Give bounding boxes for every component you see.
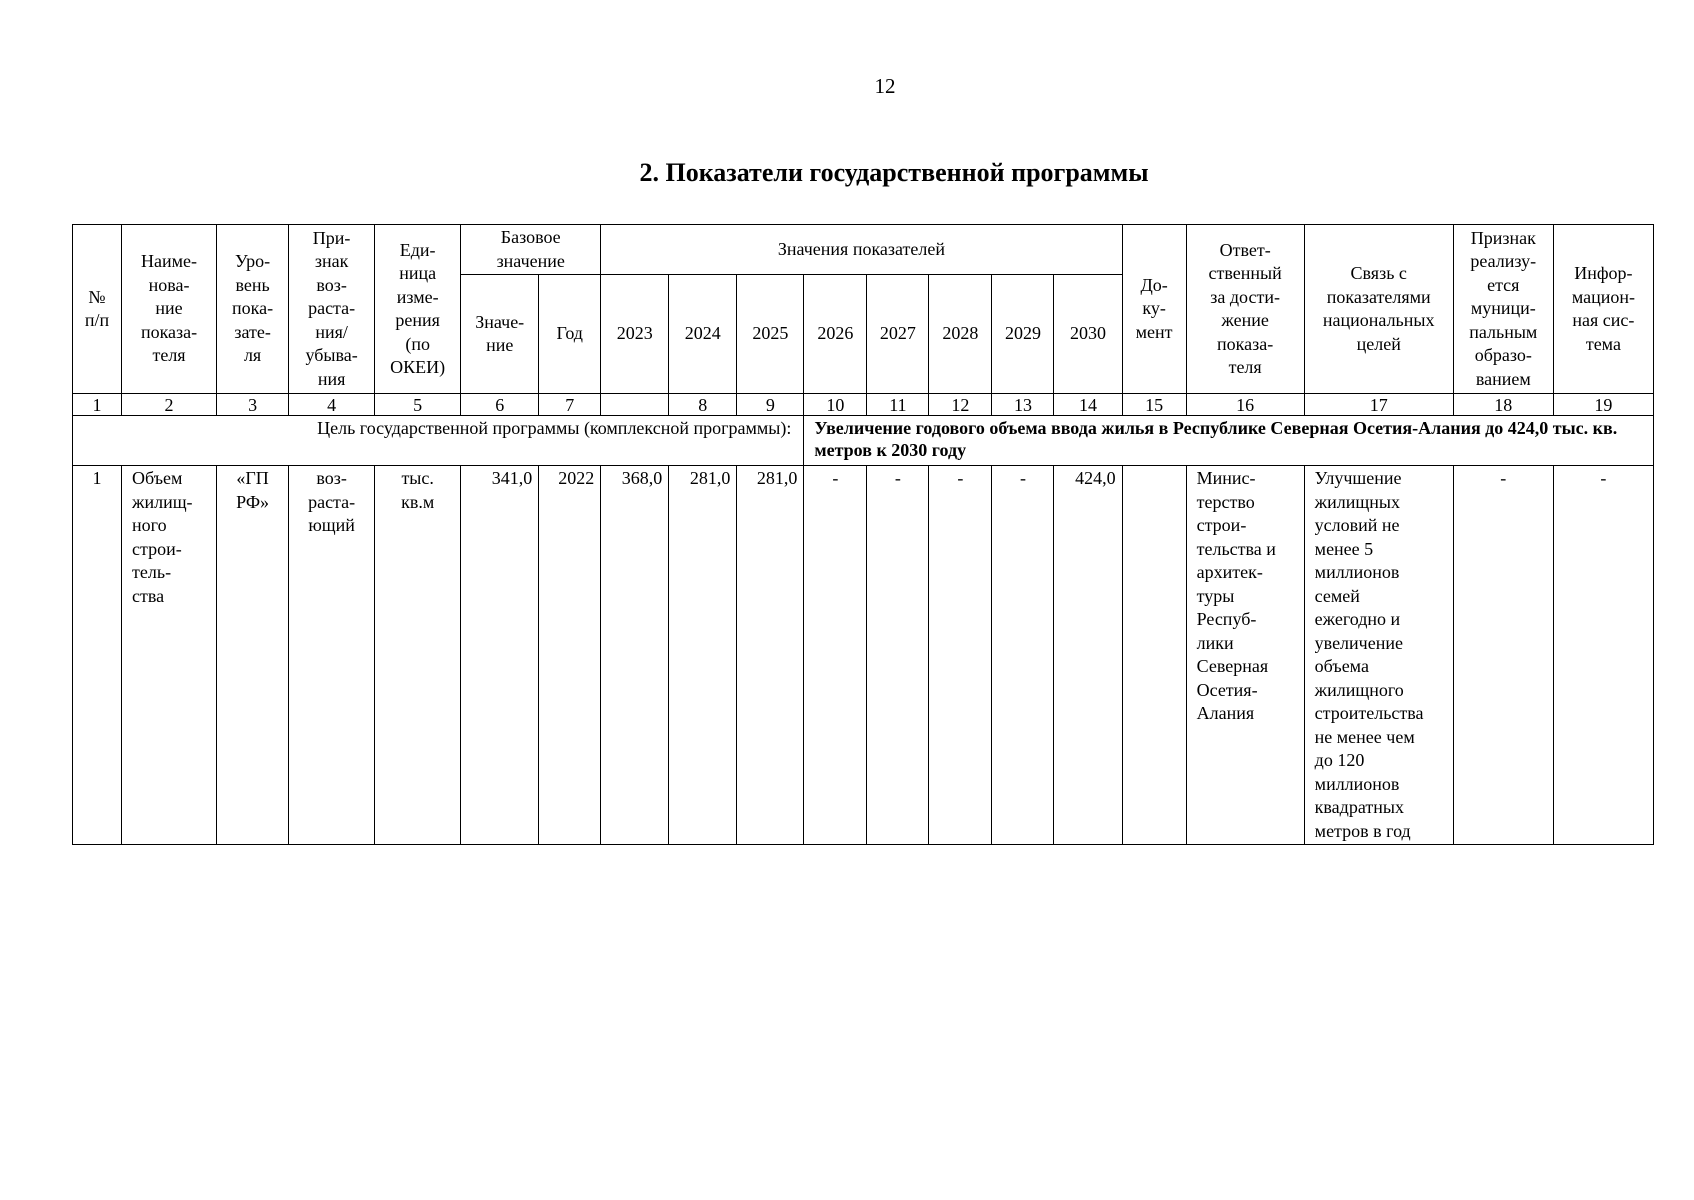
header-info-system: Инфор- мацион- ная сис- тема (1553, 225, 1653, 394)
column-number (601, 394, 669, 416)
header-trend: При- знак воз- раста- ния/ убыва- ния (289, 225, 375, 394)
header-year: 2024 (669, 275, 737, 394)
header-year: 2026 (804, 275, 867, 394)
value-2027: - (867, 466, 929, 845)
column-number: 13 (992, 394, 1054, 416)
header-name: Наиме- нова- ние показа- теля (122, 225, 217, 394)
header-year: 2030 (1054, 275, 1122, 394)
info-system-cell: - (1553, 466, 1653, 845)
column-number: 18 (1453, 394, 1553, 416)
column-number: 17 (1304, 394, 1453, 416)
column-number: 7 (539, 394, 601, 416)
header-num: № п/п (73, 225, 122, 394)
responsible-cell: Минис- терство строи- тельства и архитек- туры Респуб- лики Северная Осетия- Алания (1186, 466, 1304, 845)
indicator-unit: тыс. кв.м (375, 466, 461, 845)
value-2024: 281,0 (669, 466, 737, 845)
header-unit: Еди- ница изме- рения (по ОКЕИ) (375, 225, 461, 394)
column-number: 2 (122, 394, 217, 416)
column-number: 10 (804, 394, 867, 416)
column-number: 6 (461, 394, 539, 416)
column-number: 15 (1122, 394, 1186, 416)
header-year: 2025 (737, 275, 804, 394)
header-values-group: Значения показателей (601, 225, 1122, 275)
goal-row (73, 416, 1654, 466)
value-2028: - (929, 466, 992, 845)
document-cell (1122, 466, 1186, 845)
value-2023: 368,0 (601, 466, 669, 845)
header-level: Уро- вень пока- зате- ля (217, 225, 289, 394)
value-2025: 281,0 (737, 466, 804, 845)
header-municipal: Признак реализу- ется муници- пальным образо- ванием (1453, 225, 1553, 394)
header-year: 2027 (867, 275, 929, 394)
header-year: 2023 (601, 275, 669, 394)
indicator-name: Объем жилищ- ного строи- тель- ства (122, 466, 217, 845)
header-year: 2028 (929, 275, 992, 394)
column-number: 5 (375, 394, 461, 416)
column-number: 12 (929, 394, 992, 416)
value-2026: - (804, 466, 867, 845)
column-number: 8 (669, 394, 737, 416)
indicators-table (72, 224, 1654, 845)
column-number: 14 (1054, 394, 1122, 416)
header-document: До- ку- мент (1122, 225, 1186, 394)
header-responsible: Ответ- ственный за дости- жение показа- теля (1186, 225, 1304, 394)
table-row (73, 466, 1654, 845)
page-number: 12 (874, 74, 896, 98)
header-link: Связь с показателями национальных целей (1304, 225, 1453, 394)
column-number: 11 (867, 394, 929, 416)
column-number: 1 (73, 394, 122, 416)
column-number: 16 (1186, 394, 1304, 416)
column-number: 3 (217, 394, 289, 416)
header-base-year: Год (539, 275, 601, 394)
base-year: 2022 (539, 466, 601, 845)
goal-text: Увеличение годового объема ввода жилья в Республике Северная Осетия-Алания до 424,0 тыс. кв. метров к 2030 году (804, 416, 1654, 466)
goal-label: Цель государственной программы (комплексной программы): (73, 416, 804, 466)
header-base-value: Значе- ние (461, 275, 539, 394)
base-value: 341,0 (461, 466, 539, 845)
national-goal-link: Улучшение жилищных условий не менее 5 миллионов семей ежегодно и увеличение объема жилищного строительства не менее чем до 120 миллионов квадратных метров в год (1304, 466, 1453, 845)
header-year: 2029 (992, 275, 1054, 394)
page-title: 2. Показатели государственной программы (639, 158, 1149, 187)
header-base-group: Базовое значение (461, 225, 601, 275)
value-2029: - (992, 466, 1054, 845)
column-number: 19 (1553, 394, 1653, 416)
indicator-level: «ГП РФ» (217, 466, 289, 845)
row-num: 1 (73, 466, 122, 845)
value-2030: 424,0 (1054, 466, 1122, 845)
column-number-row (73, 394, 1654, 416)
column-number: 9 (737, 394, 804, 416)
municipal-flag: - (1453, 466, 1553, 845)
header-row-top (73, 225, 1654, 275)
indicator-trend: воз- раста- ющий (289, 466, 375, 845)
column-number: 4 (289, 394, 375, 416)
